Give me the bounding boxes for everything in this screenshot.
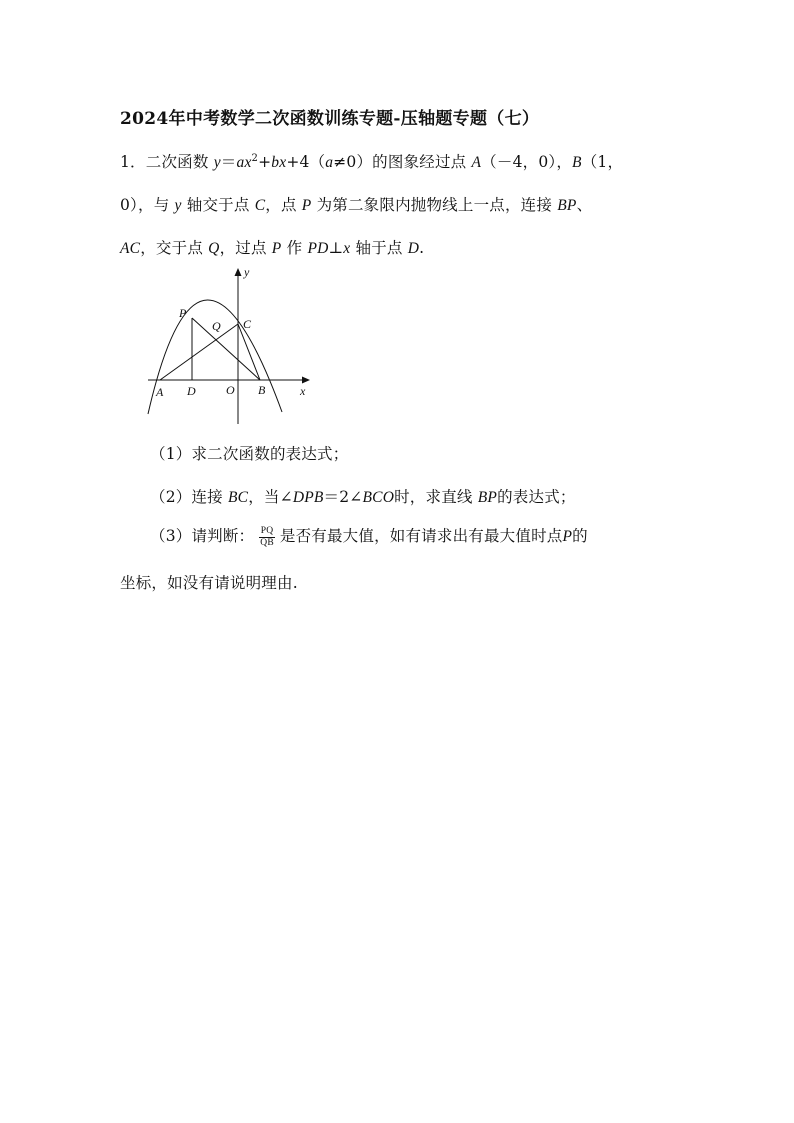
var-a: a (325, 154, 334, 171)
question-3 (150, 524, 588, 549)
text: ＝ (220, 153, 237, 171)
point-p: P (301, 197, 312, 214)
text: （－4，0）， (481, 153, 573, 171)
label-d: D (187, 384, 196, 398)
point-c: C (254, 197, 266, 214)
text: ，过点 (219, 239, 272, 257)
point-p: P (271, 240, 282, 257)
text: 时，求直线 (394, 488, 478, 506)
text: 二次函数 (145, 153, 214, 171)
text: 轴于点 (350, 239, 408, 257)
text: 为第二象限内抛物线上一点，连接 (311, 196, 558, 214)
line-bp: BP (477, 489, 498, 506)
segment-pd: PD (307, 240, 329, 257)
point-q: Q (208, 240, 220, 257)
page-title: 2024年中考数学二次函数训练专题-压轴题专题（七） (120, 109, 540, 129)
var-bx: bx (271, 154, 287, 171)
label-o: O (226, 383, 235, 397)
fraction-pq-qb (259, 526, 275, 549)
angle-dpb: DPB (292, 489, 324, 506)
label-b: B (258, 383, 266, 397)
question-2 (150, 485, 576, 507)
label-a: A (156, 385, 164, 399)
angle-bco: BCO (362, 489, 395, 506)
fraction-denominator: QB (260, 537, 274, 548)
text: +4（ (286, 153, 326, 171)
y-axis-arrow (235, 268, 242, 276)
text: 作 (281, 239, 308, 257)
label-q: Q (212, 319, 221, 333)
problem-line-1 (120, 150, 623, 172)
label-x: x (300, 384, 306, 398)
segment-ac: AC (120, 240, 141, 257)
parabola-figure (140, 262, 320, 427)
text: （1， (581, 153, 624, 171)
problem-line-2 (120, 193, 592, 215)
text: 是否有最大值，如有请求出有最大值时点 (279, 527, 563, 545)
text: . (419, 239, 425, 257)
label-p: P (179, 306, 187, 320)
text: + (258, 153, 272, 171)
var-y: y (174, 197, 182, 214)
text: （2）连接 (150, 488, 228, 506)
text: 轴交于点 (181, 196, 255, 214)
label-y: y (244, 265, 250, 279)
text: ，点 (265, 196, 302, 214)
var-ax: ax (236, 154, 252, 171)
text: ＝2∠ (323, 488, 363, 506)
text: （3）请判断： (150, 527, 255, 545)
segment-ac (160, 324, 238, 380)
point-p: P (562, 528, 573, 545)
text: 的 (572, 527, 588, 545)
var-y: y (213, 154, 221, 171)
text: 、 (576, 196, 593, 214)
text: ≠0）的图象经过点 (333, 153, 472, 171)
question-1: （1）求二次函数的表达式； (150, 445, 349, 463)
text: 的表达式； (497, 488, 576, 506)
segment-bc: BC (228, 489, 249, 506)
label-c: C (243, 317, 252, 331)
var-x: x (343, 240, 351, 257)
fraction-numerator: PQ (260, 525, 274, 536)
x-axis-arrow (302, 377, 310, 384)
point-d: D (407, 240, 420, 257)
text: ，交于点 (140, 239, 209, 257)
point-b: B (572, 154, 582, 171)
segment-bp: BP (557, 197, 577, 214)
text: 0），与 (120, 196, 175, 214)
text: ，当∠ (248, 488, 293, 506)
problem-number: 1． (120, 153, 146, 171)
point-a: A (471, 154, 482, 171)
question-3-continued: 坐标，如没有请说明理由. (120, 574, 298, 592)
problem-line-3 (120, 236, 424, 258)
exponent: 2 (251, 153, 259, 164)
text: ⊥ (328, 239, 344, 257)
